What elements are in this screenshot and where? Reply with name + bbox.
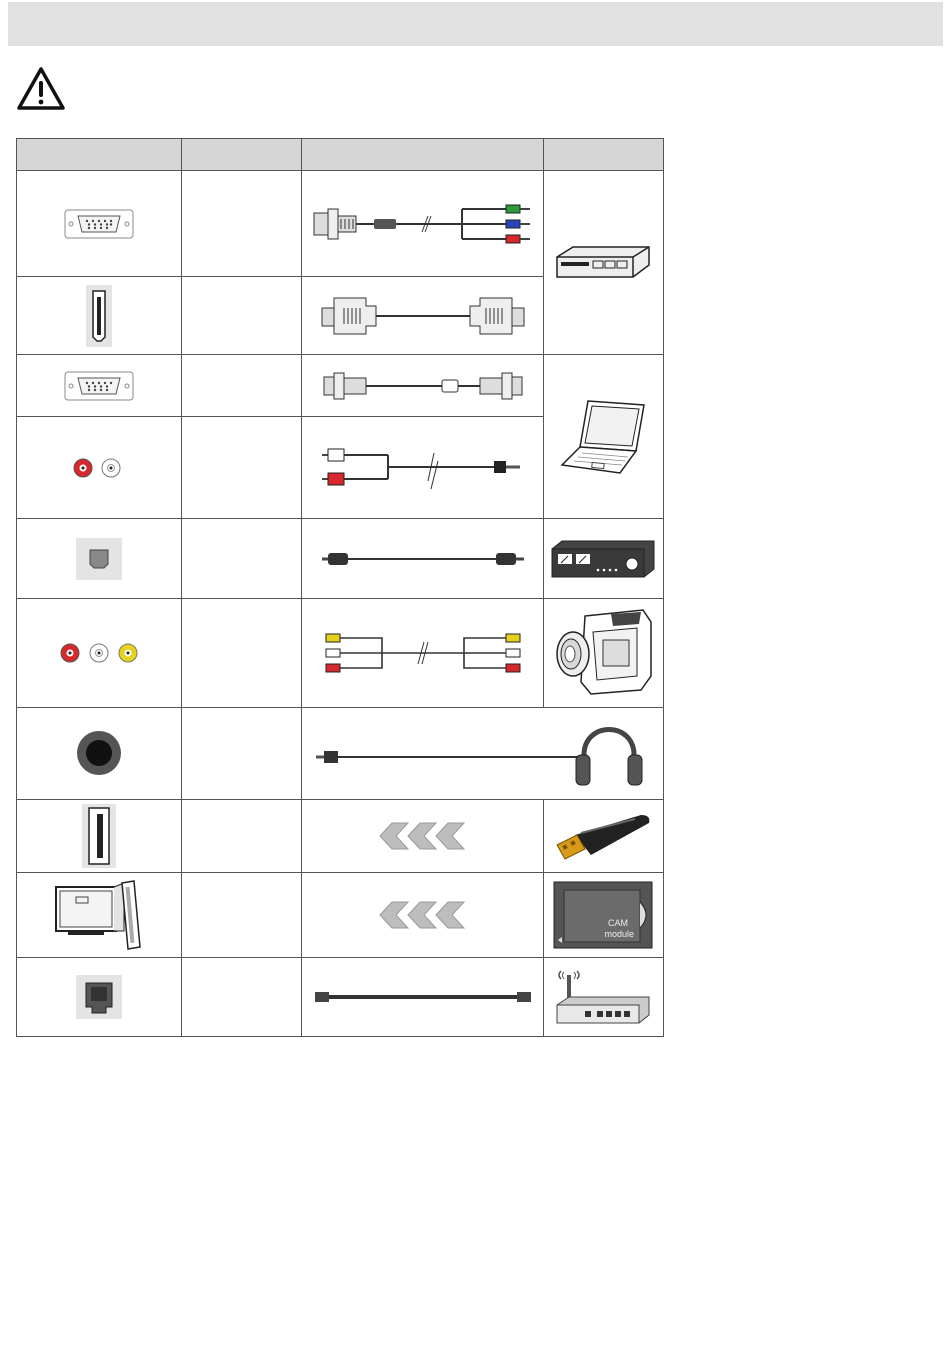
audio-amplifier-icon (543, 519, 663, 599)
connection-type-cell (182, 277, 302, 355)
optical-cable-icon (302, 519, 543, 599)
table-row (17, 599, 664, 707)
table-row (17, 707, 664, 799)
header-bar (8, 2, 943, 46)
cam-label-line2: module (604, 928, 635, 939)
table-row (17, 171, 664, 277)
rca-audio-port-icon (17, 417, 182, 519)
connection-type-cell (182, 799, 302, 872)
cam-label-line1: CAM (608, 917, 629, 928)
optical-port-icon (17, 519, 182, 599)
column-header-device (543, 139, 663, 171)
rca-to-jack-cable-icon (302, 417, 543, 519)
connection-type-cell (182, 872, 302, 957)
ethernet-cable-icon (302, 957, 543, 1036)
connection-type-cell (182, 707, 302, 799)
usb-port-icon (17, 799, 182, 872)
connection-type-cell (182, 957, 302, 1036)
vga-to-component-cable-icon (302, 171, 543, 277)
laptop-icon (543, 355, 663, 519)
ci-slot-tv-icon (17, 872, 182, 957)
dvd-player-icon (543, 171, 663, 355)
usb-stick-icon (543, 799, 663, 872)
table-row (17, 519, 664, 599)
connection-type-cell (182, 355, 302, 417)
ethernet-port-icon (17, 957, 182, 1036)
headphone-jack-icon (17, 707, 182, 799)
insert-direction-arrows-icon (302, 872, 543, 957)
wifi-router-icon (543, 957, 663, 1036)
column-header-connector (17, 139, 182, 171)
table-row (17, 355, 664, 417)
table-row (17, 872, 664, 957)
table-row (17, 799, 664, 872)
connection-type-cell (182, 171, 302, 277)
warning-icon (16, 66, 66, 112)
cam-module-icon (543, 872, 663, 957)
av-rca-cable-icon (302, 599, 543, 707)
connection-table (16, 138, 664, 1037)
connection-type-cell (182, 519, 302, 599)
vga-cable-icon (302, 355, 543, 417)
rca-av-port-icon (17, 599, 182, 707)
vga-port-icon (17, 355, 182, 417)
hdmi-port-icon (17, 277, 182, 355)
connection-type-cell (182, 417, 302, 519)
hdmi-cable-icon (302, 277, 543, 355)
table-row (17, 957, 664, 1036)
table-header-row (17, 139, 664, 171)
column-header-cables (302, 139, 543, 171)
insert-direction-arrows-icon (302, 799, 543, 872)
camcorder-icon (543, 599, 663, 707)
headphones-cable-icon (302, 707, 664, 799)
connection-type-cell (182, 599, 302, 707)
vga-port-icon (17, 171, 182, 277)
column-header-type (182, 139, 302, 171)
